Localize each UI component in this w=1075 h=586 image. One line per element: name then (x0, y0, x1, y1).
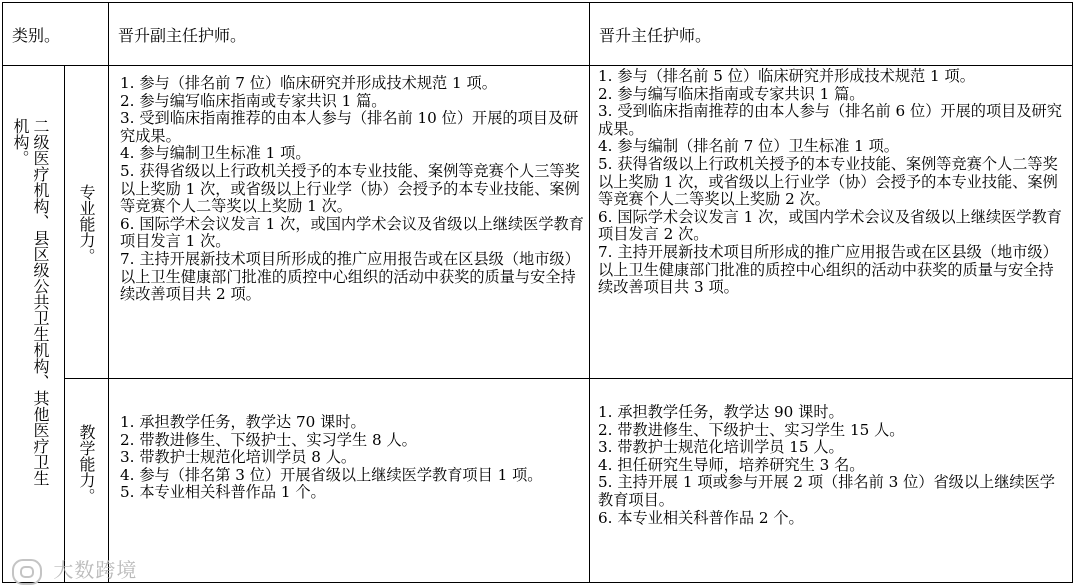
watermark-logo-icon (12, 559, 42, 585)
list-item: 7. 主持开展新技术项目所形成的推广应用报告或在区县级（地市级）以上卫生健康部门批准的质控中心组织的活动中获奖的质量与安全持续改善项目共 2 项。 (120, 249, 580, 304)
list-item: 2. 带教进修生、下级护士、实习学生 8 人。 (120, 430, 417, 449)
table-border-bottom (2, 582, 1073, 583)
table-section-divider (64, 378, 1073, 379)
list-item: 6. 本专业相关科普作品 2 个。 (598, 508, 804, 527)
list-item: 1. 承担教学任务，教学达 90 课时。 (598, 403, 844, 421)
watermark (12, 554, 137, 585)
watermark-text: 大数跨境 (53, 558, 138, 582)
table-border-top (2, 2, 1073, 3)
table-col-divider-category (108, 2, 109, 583)
section-label-professional-ability: 专业能力。 (77, 184, 96, 264)
document-page (2, 2, 1073, 584)
table-border-left (2, 2, 3, 583)
section-label-teaching-ability: 教学能力。 (77, 424, 96, 504)
list-item: 6. 国际学术会议发言 1 次，或国内学术会议及省级以上继续医学教育项目发言 1 次。 (120, 214, 584, 251)
list-item: 5. 获得省级以上行政机关授予的本专业技能、案例等竞赛个人二等奖以上奖励 1 次，或省级以上行业学（协）会授予的本专业技能、案例等竞赛个人二等奖以上奖励 2 次。 (598, 154, 1058, 209)
table-col-divider-levels (589, 2, 590, 583)
list-item: 3. 带教护士规范化培训学员 15 人。 (598, 438, 844, 457)
professional-chief-requirements (598, 68, 1068, 297)
header-chief-nurse: 晋升主任护师。 (599, 26, 712, 45)
list-item: 4. 参与编制卫生标准 1 项。 (120, 144, 311, 163)
list-item: 4. 参与（排名第 3 位）开展省级以上继续医学教育项目 1 项。 (120, 465, 543, 484)
teaching-deputy-requirements (120, 414, 588, 502)
list-item: 4. 参与编制（排名前 7 位）卫生标准 1 项。 (598, 137, 899, 156)
list-item: 1. 承担教学任务，教学达 70 课时。 (120, 413, 366, 431)
list-item: 5. 主持开展 1 项或参与开展 2 项（排名前 3 位）省级以上继续医学教育项目。 (598, 473, 1055, 509)
list-item: 1. 参与（排名前 5 位）临床研究并形成技术规范 1 项。 (598, 67, 975, 85)
list-item: 2. 带教进修生、下级护士、实习学生 15 人。 (598, 420, 905, 439)
list-item: 1. 参与（排名前 7 位）临床研究并形成技术规范 1 项。 (120, 74, 497, 92)
list-item: 2. 参与编写临床指南或专家共识 1 篇。 (120, 91, 387, 110)
table-header-divider (2, 65, 1073, 66)
list-item: 3. 受到临床指南推荐的由本人参与（排名前 10 位）开展的项目及研究成果。 (120, 109, 579, 145)
table-col-divider-institution (64, 65, 65, 583)
header-category: 类别。 (12, 26, 61, 45)
list-item: 6. 国际学术会议发言 1 次，或国内学术会议及省级以上继续医学教育项目发言 2 次。 (598, 207, 1062, 244)
list-item: 4. 担任研究生导师，培养研究生 3 名。 (598, 455, 865, 474)
professional-deputy-requirements (120, 75, 588, 304)
list-item: 7. 主持开展新技术项目所形成的推广应用报告或在区县级（地市级）以上卫生健康部门批准的质控中心组织的活动中获奖的质量与安全持续改善项目共 3 项。 (598, 242, 1058, 297)
institution-label: 二级医疗机构、县区级公共卫生机构、其他医疗卫生机构。 (11, 118, 50, 486)
header-deputy-chief-nurse: 晋升副主任护师。 (118, 26, 247, 45)
list-item: 3. 受到临床指南推荐的由本人参与（排名前 6 位）开展的项目及研究成果。 (598, 102, 1062, 138)
list-item: 5. 获得省级以上行政机关授予的本专业技能、案例等竞赛个人三等奖以上奖励 1 次，或省级以上行业学（协）会授予的本专业技能、案例等竞赛个人二等奖以上奖励 1 次。 (120, 161, 580, 216)
list-item: 2. 参与编写临床指南或专家共识 1 篇。 (598, 84, 865, 103)
table-border-right (1072, 2, 1073, 583)
teaching-chief-requirements (598, 404, 1068, 527)
list-item: 5. 本专业相关科普作品 1 个。 (120, 483, 326, 502)
list-item: 3. 带教护士规范化培训学员 8 人。 (120, 448, 357, 467)
